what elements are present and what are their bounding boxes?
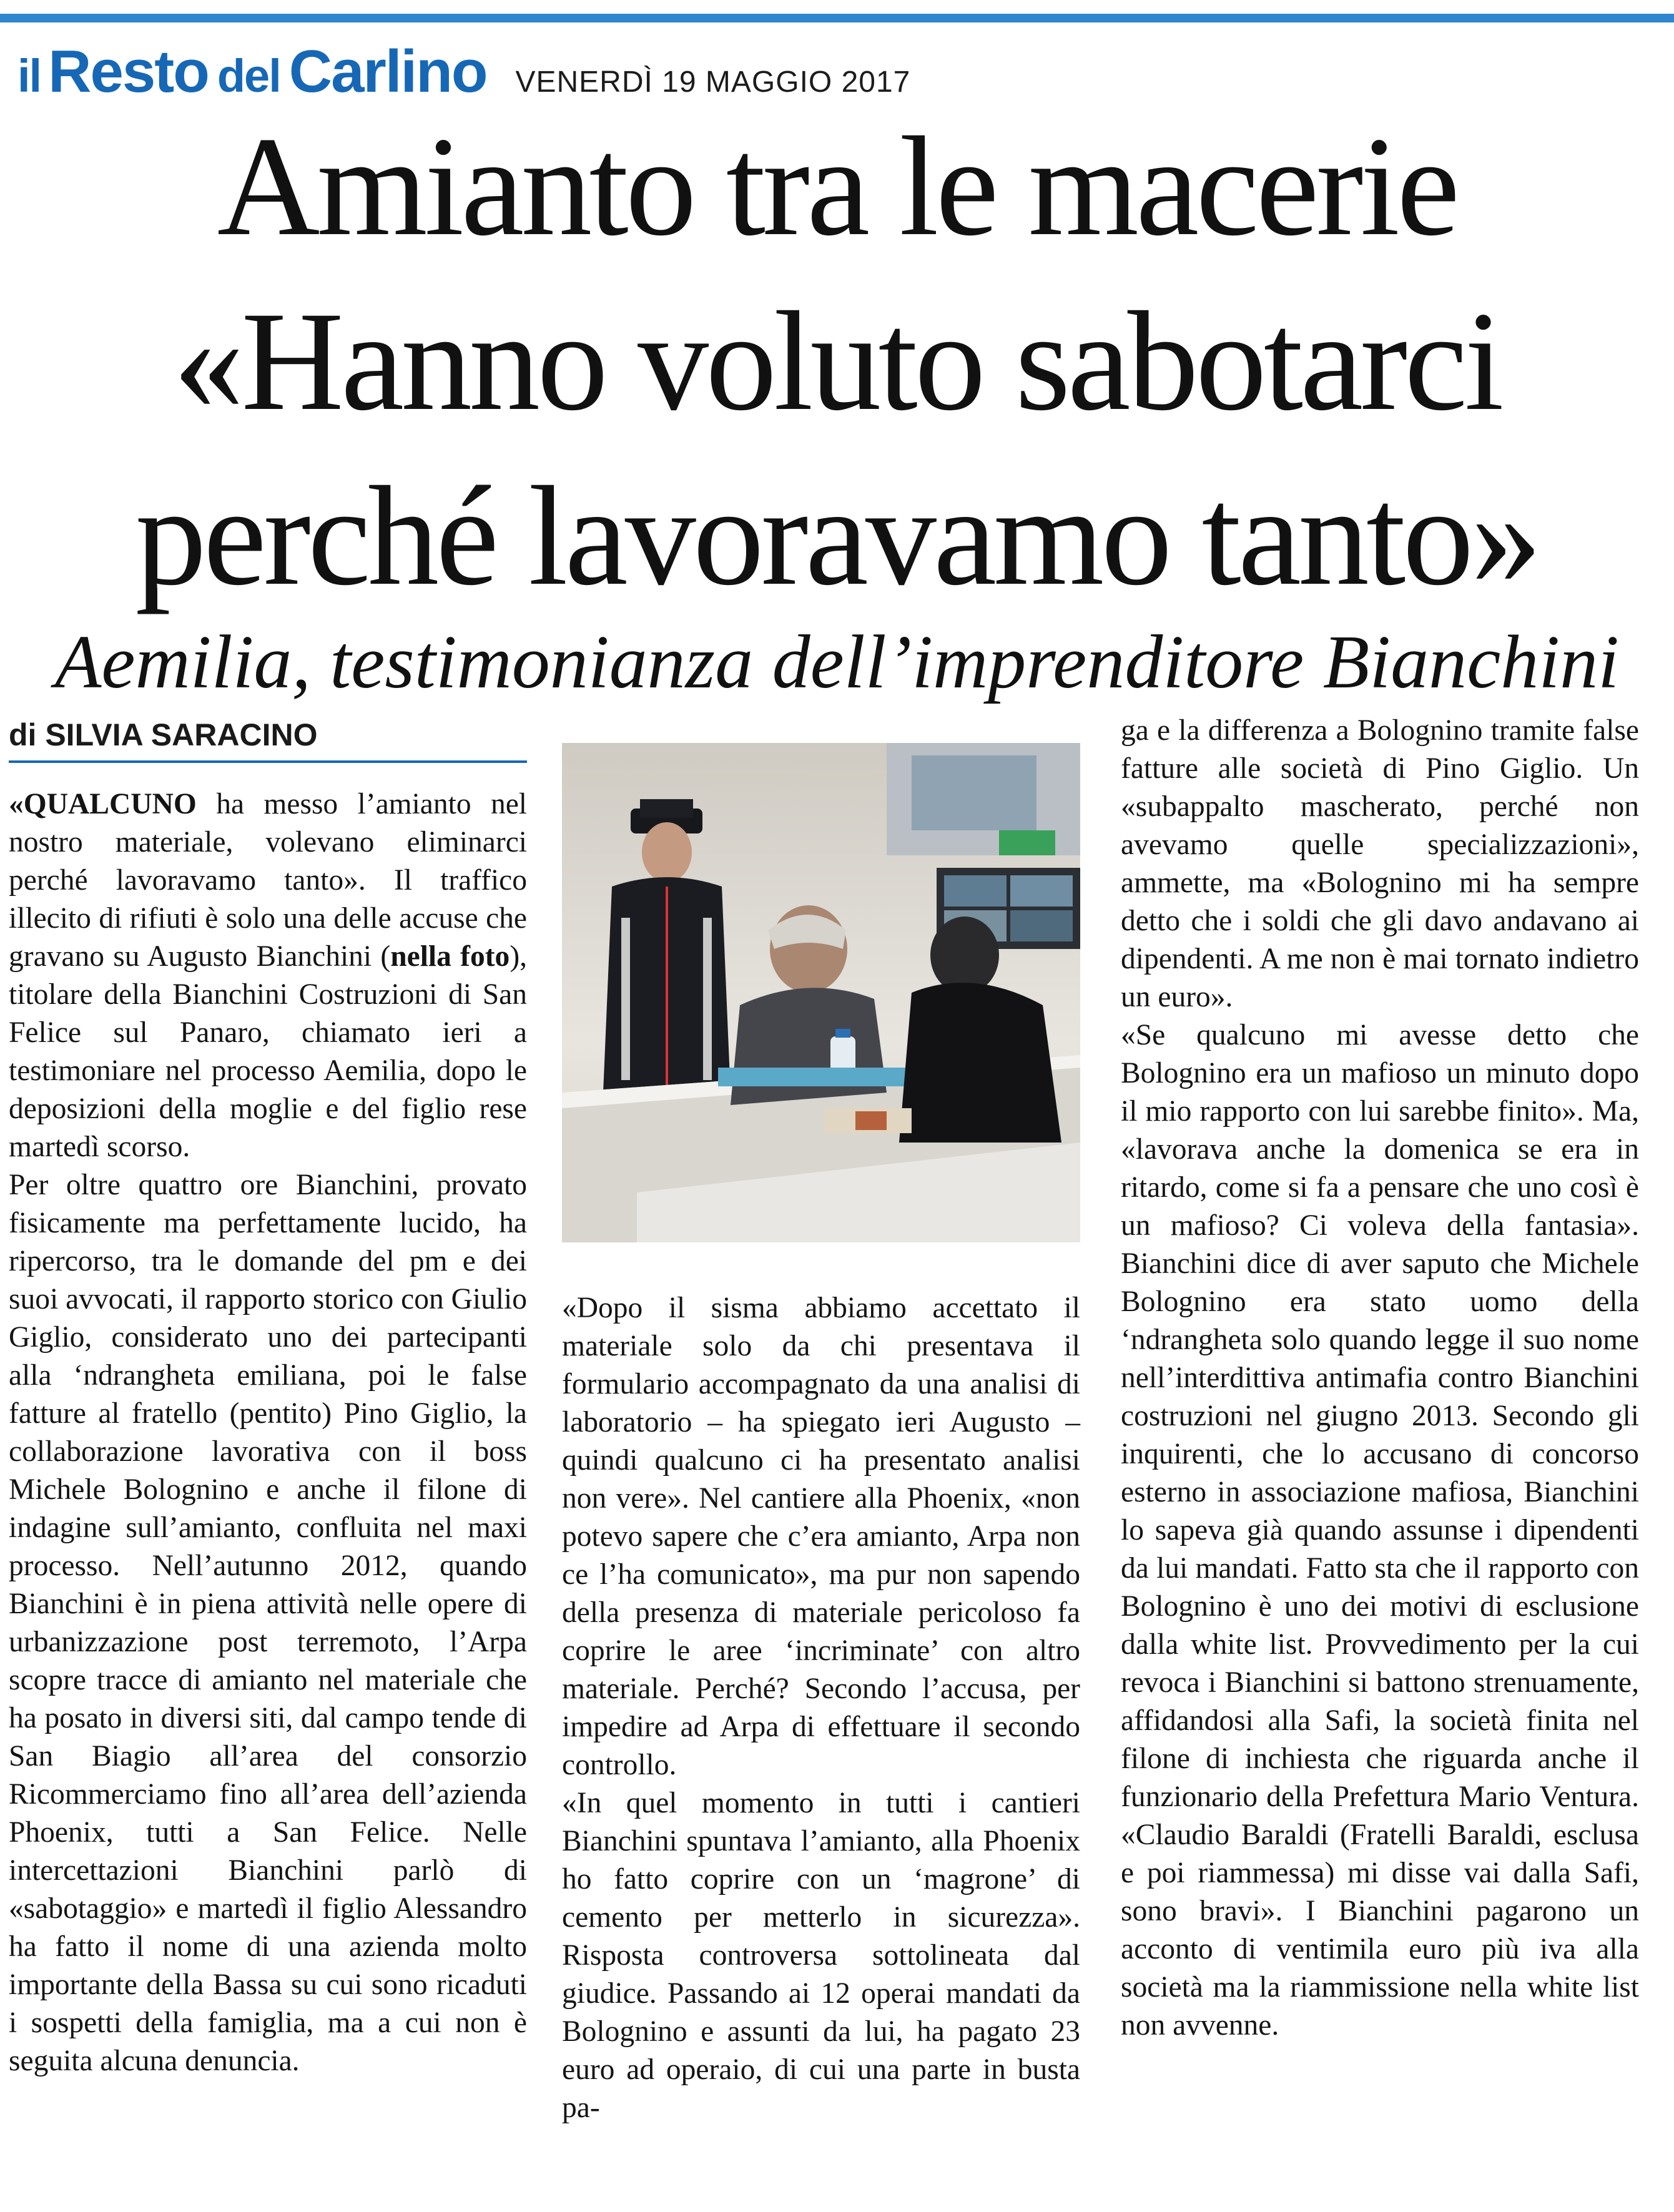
article-column-3 xyxy=(1121,712,1639,2045)
headline-line-3: perché lavoravamo tanto» xyxy=(135,458,1539,615)
courtroom-photo xyxy=(562,743,1080,1242)
masthead xyxy=(17,37,910,106)
photo-reference: nella foto xyxy=(390,940,510,973)
article-column-1 xyxy=(9,785,527,2080)
paragraph: «QUALCUNO ha messo l’amianto nel nostro materiale, volevano eliminarci perché lavoravamo tanto». Il traffico illecito di rifiuti è solo una delle accuse che gravano su Augusto Bianchini (nella foto), titolare della Bianchini Costruzioni di San Felice sul Panaro, chiamato ieri a testimoniare nel processo Aemilia, dopo le deposizioni della moglie e del figlio rese martedì scorso. xyxy=(9,788,528,1163)
byline: di SILVIA SARACINO xyxy=(9,717,318,752)
headline-line-2: «Hanno voluto sabotarci xyxy=(173,283,1501,440)
byline-divider xyxy=(9,760,527,763)
issue-date: VENERDÌ 19 MAGGIO 2017 xyxy=(515,66,911,99)
paragraph: «In quel momento in tutti i cantieri Bianchini spuntava l’amianto, alla Phoenix ho fatto coprire con un ‘magrone’ di cemento per metterlo in sicurezza». Risposta controversa sottolineata dal giudice. Passando ai 12 operai mandati da Bolognino e assunti da lui, ha pagato 23 euro ad operaio, di cui una parte in busta pa- xyxy=(562,1787,1080,2124)
paragraph: «Se qualcuno mi avesse detto che Bolognino era un mafioso un minuto dopo il mio rapporto con lui sarebbe finito». Ma, «lavorava anche la domenica se era in ritardo, come si fa a pensare che uno così è un mafioso? Ci voleva della fantasia». Bianchini dice di aver saputo che Michele Bolognino era stato uomo della ‘ndrangheta solo quando legge il suo nome nell’interdittiva antimafia contro Bianchini costruzioni nel giugno 2013. Secondo gli inquirenti, che lo accusano di concorso esterno in associazione mafiosa, Bianchini lo sapeva già quando assunse i dipendenti da lui mandati. Fatto sta che il rapporto con Bolognino è uno dei motivi di esclusione dalla white list. Provvedimento per la cui revoca i Bianchini si battono strenuamente, affidandosi alla Safi, la società finita nel filone di inchiesta che riguarda anche il funzionario della Prefettura Mario Ventura. «Claudio Baraldi (Fratelli Baraldi, esclusa e poi riammessa) mi disse vai dalla Safi, sono bravi». I Bianchini pagarono un acconto di ventimila euro più iva alla società ma la riammissione nella white list non avvenne. xyxy=(1121,1019,1639,2042)
paragraph: «Dopo il sisma abbiamo accettato il materiale solo da chi presentava il formulario accompagnato da una analisi di laboratorio – ha spiegato ieri Augusto – quindi qualcuno ci ha presentato analisi non vere». Nel cantiere alla Phoenix, «non potevo sapere che c’era amianto, Arpa non ce l’ha comunicato», ma pur non sapendo della presenza di materiale pericoloso fa coprire le aree ‘incriminate’ con altro materiale. Perché? Secondo l’accusa, per impedire ad Arpa di effettuare il secondo controllo. xyxy=(562,1292,1080,1781)
top-color-bar xyxy=(0,14,1674,22)
article-column-2 xyxy=(562,1289,1080,2127)
lead-word: «QUALCUNO xyxy=(9,788,197,820)
paragraph: ga e la differenza a Bolognino tramite false fatture alle società di Pino Giglio. Un «subappalto mascherato, perché non avevamo quelle specializzazioni», ammette, ma «Bolognino mi ha sempre detto che i soldi che gli davo andavano ai dipendenti. A me non è mai tornato indietro un euro». xyxy=(1121,714,1639,1013)
courtroom-photo-icon xyxy=(562,743,1080,1242)
headline-line-1: Amianto tra le macerie xyxy=(217,108,1457,265)
paragraph: Per oltre quattro ore Bianchini, provato fisicamente ma perfettamente lucido, ha ripercorso, tra le domande del pm e dei suoi avvocati, il rapporto storico con Giulio Giglio, considerato uno dei partecipanti alla ‘ndrangheta emiliana, poi le false fatture al fratello (pentito) Pino Giglio, la collaborazione lavorativa con il boss Michele Bolognino e anche il filone di indagine sull’amianto, confluita nel maxi processo. Nell’autunno 2012, quando Bianchini è in piena attività nelle opere di urbanizzazione post terremoto, l’Arpa scopre tracce di amianto nel materiale che ha posato in diversi siti, dal campo tende di San Biagio all’area del consorzio Ricommerciamo fino all’area dell’azienda Phoenix, tutti a San Felice. Nelle intercettazioni Bianchini parlò di «sabotaggio» e martedì il figlio Alessandro ha fatto il nome di una azienda molto importante della Bassa su cui sono ricaduti i sospetti della famiglia, ma a cui non è seguita alcuna denuncia. xyxy=(9,1169,527,2077)
subtitle: Aemilia, testimonianza dell’imprenditore Bianchini xyxy=(54,620,1620,704)
newspaper-logo: il Resto del Carlino xyxy=(17,38,487,105)
